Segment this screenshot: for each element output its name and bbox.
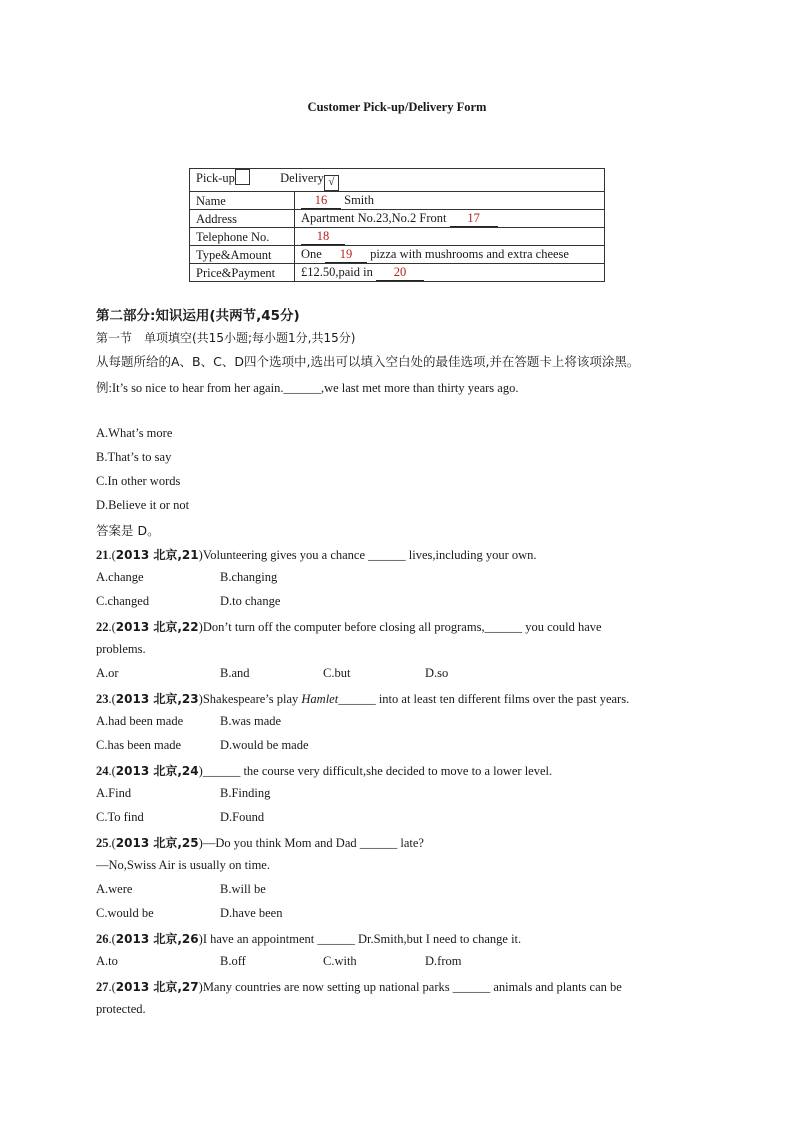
part-title: 第二部分:知识运用(共两节,45分) [96,308,300,324]
question-27: 27.(2013 北京,27)Many countries are now setting up national parks ______ animals and plants can be [96,980,622,994]
option-b[interactable]: B.was made [220,714,282,728]
option-d[interactable]: D.would be made [220,738,309,752]
form-row-address: Address Apartment No.23,No.2 Front 17 [190,210,605,228]
row-label: Type&Amount [190,246,295,264]
option-b[interactable]: B.and [220,666,250,680]
blank-19: 19 [339,247,353,261]
example-option-d: D.Believe it or not [96,498,190,512]
example-option-c: C.In other words [96,474,181,488]
example-option-a: A.What’s more [96,426,173,440]
form-row-price-payment: Price&Payment £12.50,paid in 20 [190,264,605,282]
option-a[interactable]: A.had been made [96,714,184,728]
delivery-label: Delivery [280,171,324,185]
question-22: 22.(2013 北京,22)Don’t turn off the computer before closing all programs,______ you could have [96,620,602,634]
row-label: Telephone No. [190,228,295,246]
row-label: Name [190,192,295,210]
option-a[interactable]: A.to [96,954,118,968]
option-d[interactable]: D.have been [220,906,283,920]
option-c[interactable]: C.with [323,954,357,968]
option-b[interactable]: B.will be [220,882,266,896]
option-c[interactable]: C.has been made [96,738,182,752]
pickup-delivery-form [189,168,605,282]
question-24: 24.(2013 北京,24)______ the course very difficult,she decided to move to a lower level. [96,764,553,778]
option-c[interactable]: C.would be [96,906,154,920]
section-title: 第一节 单项填空(共15小题;每小题1分,共15分) [96,331,356,345]
option-c[interactable]: C.but [323,666,351,680]
question-21: 21.(2013 北京,21)Volunteering gives you a chance ______ lives,including your own. [96,548,537,562]
option-c[interactable]: C.changed [96,594,150,608]
question-27-cont: protected. [96,1002,146,1016]
option-b[interactable]: B.changing [220,570,278,584]
option-d[interactable]: D.from [425,954,462,968]
example-option-b: B.That’s to say [96,450,172,464]
option-a[interactable]: A.or [96,666,119,680]
delivery-checkbox[interactable] [324,175,339,191]
form-title: Customer Pick-up/Delivery Form [307,100,487,114]
option-c[interactable]: C.To find [96,810,144,824]
blank-16: 16 [314,193,328,207]
row-label: Address [190,210,295,228]
option-d[interactable]: D.to change [220,594,281,608]
option-a[interactable]: A.Find [96,786,132,800]
blank-18: 18 [316,229,330,243]
form-header-row [190,169,605,192]
example-answer: 答案是 D。 [96,523,160,538]
question-22-cont: problems. [96,642,146,656]
question-25-reply: —No,Swiss Air is usually on time. [96,858,270,872]
check-mark-icon: √ [328,176,335,188]
form-row-type-amount: Type&Amount One 19 pizza with mushrooms and extra cheese [190,246,605,264]
pickup-checkbox[interactable] [235,169,250,185]
form-row-name: Name 16 Smith [190,192,605,210]
option-d[interactable]: D.Found [220,810,265,824]
option-b[interactable]: B.Finding [220,786,271,800]
example-stem: 例:It’s so nice to hear from her again.______,we last met more than thirty years ago. [96,381,519,395]
question-25: 25.(2013 北京,25)—Do you think Mom and Dad ______ late? [96,836,424,850]
blank-20: 20 [393,265,407,279]
form-row-telephone [190,228,605,246]
option-a[interactable]: A.change [96,570,144,584]
row-label: Price&Payment [190,264,295,282]
blank-17: 17 [467,211,480,225]
question-26: 26.(2013 北京,26)I have an appointment ______ Dr.Smith,but I need to change it. [96,932,522,946]
option-a[interactable]: A.were [96,882,133,896]
question-23: 23.(2013 北京,23)Shakespeare’s play Hamlet______ into at least ten different films over the past years. [96,692,630,706]
option-b[interactable]: B.off [220,954,246,968]
instruction-text: 从每题所给的A、B、C、D四个选项中,选出可以填入空白处的最佳选项,并在答题卡上将该项涂黑。 [96,354,640,369]
pickup-label: Pick-up [196,171,235,185]
option-d[interactable]: D.so [425,666,449,680]
